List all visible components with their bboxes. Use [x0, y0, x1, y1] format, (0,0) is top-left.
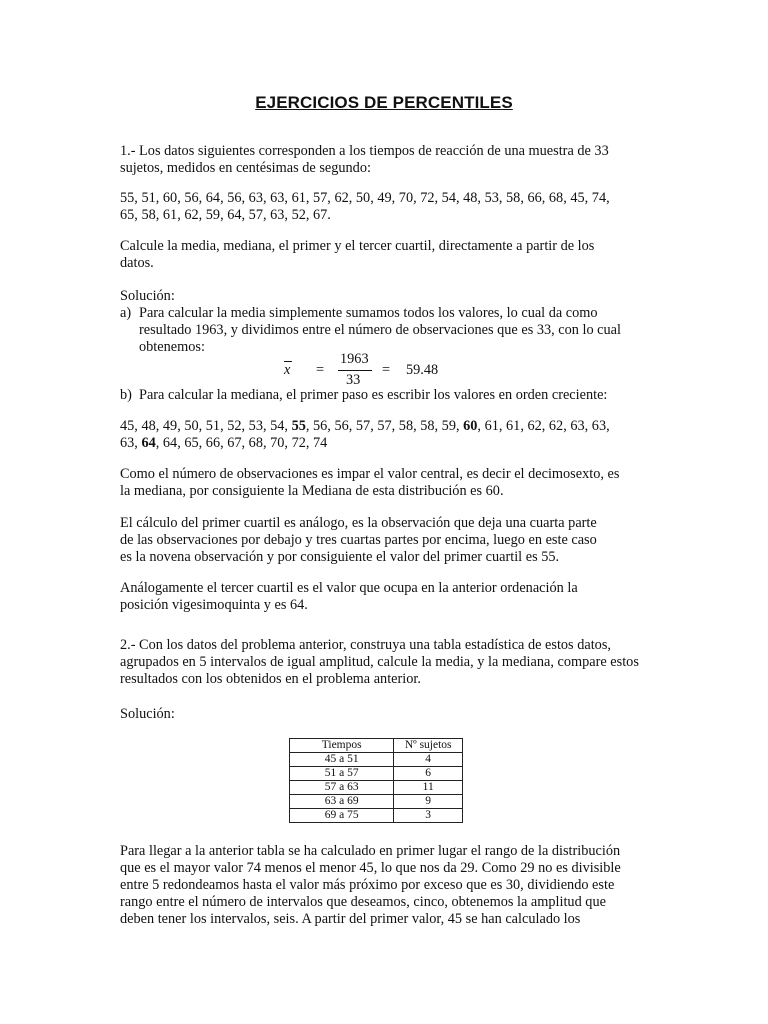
table-cell-count: 11 — [394, 781, 463, 795]
q1-paragraph: El cálculo del primer cuartil es análogo, es la observación que deja una cuarta parte de las observaciones por debajo y tres cuartas partes por encima, luego en este caso es la novena observación y por consiguiente el valor del primer cuartil es 55. — [120, 515, 597, 565]
table-cell-interval: 57 a 63 — [290, 781, 394, 795]
mean-symbol: x — [284, 362, 291, 378]
explanation-paragraph: Para llegar a la anterior tabla se ha calculado en primer lugar el rango de la distribución que es el mayor valor 74 menos el menor 45, lo que nos da 29. Como 29 no es divisible entre 5 redondeamos hasta el valor más próximo por exceso que es 30, dividiendo este rango entre el número de intervalos que deseamos, cinco, obtenemos la amplitud que deben tener los intervalos, seis. A partir del primer valor, 45 se han calculado los — [120, 843, 621, 927]
solution-heading-2: Solución: — [120, 706, 175, 722]
table-cell-count: 3 — [394, 809, 463, 823]
table-cell-count: 6 — [394, 767, 463, 781]
data-line-1: 55, 51, 60, 56, 64, 56, 63, 63, 61, 57, 62, 50, 49, 70, 72, 54, 48, 53, 58, 66, 68, 45, 74, — [120, 190, 610, 206]
table-header-tiempos: Tiempos — [290, 739, 394, 753]
table-cell-count: 9 — [394, 795, 463, 809]
sorted-q1-highlight: 55 — [291, 418, 306, 434]
table-row — [290, 809, 463, 823]
page-title: EJERCICIOS DE PERCENTILES — [255, 93, 513, 112]
fraction-bar — [338, 370, 372, 371]
table-cell-count: 4 — [394, 753, 463, 767]
step-a-label: a) — [120, 305, 132, 321]
exercise-1-task: Calcule la media, mediana, el primer y el tercer cuartil, directamente a partir de los datos. — [120, 238, 595, 271]
sorted-part: 45, 48, 49, 50, 51, 52, 53, 54, — [120, 418, 292, 434]
step-a — [120, 305, 630, 356]
table-row — [290, 781, 463, 795]
frequency-table — [289, 738, 463, 823]
table-row — [290, 767, 463, 781]
exercise-1-data — [120, 190, 660, 224]
formula-equals-1: = — [316, 362, 325, 378]
formula-denominator: 33 — [346, 372, 361, 388]
table-cell-interval: 69 a 75 — [290, 809, 394, 823]
median-paragraph: Como el número de observaciones es impar el valor central, es decir el decimosexto, es la mediana, por consiguiente la Mediana de esta distribución es 60. — [120, 466, 620, 499]
table-row — [290, 795, 463, 809]
step-b-text: Para calcular la mediana, el primer paso es escribir los valores en orden creciente: — [139, 387, 608, 403]
step-b — [120, 387, 630, 404]
solution-heading-1: Solución: — [120, 288, 175, 304]
step-a-text: Para calcular la media simplemente sumamos todos los valores, lo cual da como resultado 1963, y dividimos entre el número de observaciones que es 33, con lo cual obtenemos: — [139, 305, 621, 355]
table-header-sujetos: Nº sujetos — [394, 739, 463, 753]
table-header-row — [290, 739, 463, 753]
exercise-2-intro: 2.- Con los datos del problema anterior, construya una tabla estadística de estos datos, agrupados en 5 intervalos de igual amplitud, calcule la media, y la mediana, compare estos resultados con los obtenidos en el problema anterior. — [120, 637, 639, 687]
formula-numerator: 1963 — [340, 351, 369, 367]
sorted-part: , 61, 61, 62, 62, 63, 63, — [477, 418, 610, 434]
formula-result: 59.48 — [406, 362, 439, 378]
exercise-1-intro: 1.- Los datos siguientes corresponden a los tiempos de reacción de una muestra de 33 sujetos, medidos en centésimas de segundo: — [120, 143, 609, 176]
table-cell-interval: 45 a 51 — [290, 753, 394, 767]
table-cell-interval: 51 a 57 — [290, 767, 394, 781]
sorted-median-highlight: 60 — [463, 418, 478, 434]
sorted-q3-highlight: 64 — [141, 435, 156, 451]
sorted-part: , 56, 56, 57, 57, 58, 58, 59, — [305, 418, 464, 434]
sorted-values — [120, 418, 660, 452]
formula-equals-2: = — [382, 362, 391, 378]
sorted-part: 63, — [120, 435, 142, 451]
mean-formula — [282, 351, 442, 391]
table-row — [290, 753, 463, 767]
step-b-label: b) — [120, 387, 132, 403]
sorted-part: , 64, 65, 66, 67, 68, 70, 72, 74 — [155, 435, 328, 451]
q3-paragraph: Análogamente el tercer cuartil es el valor que ocupa en la anterior ordenación la posición vigesimoquinta y es 64. — [120, 580, 578, 613]
table-cell-interval: 63 a 69 — [290, 795, 394, 809]
data-line-2: 65, 58, 61, 62, 59, 64, 57, 63, 52, 67. — [120, 207, 331, 223]
